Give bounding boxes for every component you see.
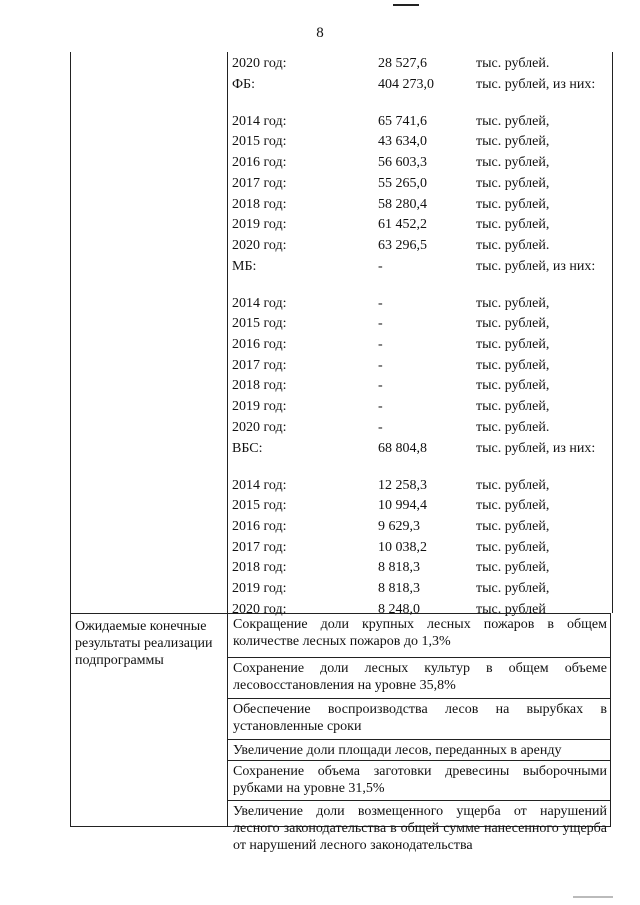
financing-row-value: - bbox=[378, 357, 383, 373]
financing-row-label: ВБС: bbox=[232, 440, 263, 456]
financing-row-unit: тыс. рублей, bbox=[476, 581, 550, 596]
financing-row-unit: тыс. рублей, bbox=[476, 539, 550, 555]
financing-row-unit: тыс. рублей. bbox=[476, 237, 550, 253]
financing-row-label: 2015 год: bbox=[232, 134, 287, 150]
financing-row-value: 55 265,0 bbox=[378, 175, 427, 191]
financing-row-unit: тыс. рублей, из них: bbox=[476, 440, 596, 456]
financing-row-label: МБ: bbox=[232, 258, 257, 274]
financing-row-label: 2016 год: bbox=[232, 155, 287, 171]
financing-row-unit: тыс. рублей, из них: bbox=[476, 258, 596, 274]
result-item: Сохранение доли лесных культур в общем объеме лесовосстановления на уровне 35,8% bbox=[228, 657, 611, 698]
financing-row-label: 2016 год: bbox=[232, 337, 287, 352]
financing-row-label: 2014 год: bbox=[232, 113, 287, 129]
financing-row-unit: тыс. рублей. bbox=[476, 419, 550, 435]
financing-row-label: 2020 год: bbox=[232, 237, 287, 253]
column-divider bbox=[227, 52, 228, 613]
financing-row-value: 56 603,3 bbox=[378, 155, 427, 171]
financing-row-label: 2019 год: bbox=[232, 217, 287, 233]
financing-row-label: 2014 год: bbox=[232, 295, 287, 311]
financing-row-value: 8 818,3 bbox=[378, 560, 420, 576]
financing-row-unit: тыс. рублей, bbox=[476, 155, 550, 171]
financing-row-unit: тыс. рублей, bbox=[476, 560, 550, 576]
financing-row-unit: тыс. рублей, bbox=[476, 316, 550, 332]
financing-row-value: 8 248,0 bbox=[378, 601, 420, 617]
financing-row-value: 9 629,3 bbox=[378, 518, 420, 534]
financing-row-label: 2019 год: bbox=[232, 581, 287, 596]
financing-row-value: - bbox=[378, 258, 383, 274]
financing-row-value: 63 296,5 bbox=[378, 237, 427, 253]
financing-row-unit: тыс. рублей, bbox=[476, 357, 550, 373]
result-item: Обеспечение воспроизводства лесов на вырубках в установленные сроки bbox=[228, 698, 611, 739]
financing-row-value: 58 280,4 bbox=[378, 196, 427, 212]
financing-row-label: 2018 год: bbox=[232, 196, 287, 212]
financing-row-unit: тыс. рублей, bbox=[476, 399, 550, 415]
financing-row-unit: тыс. рублей, bbox=[476, 175, 550, 191]
financing-row-label: 2017 год: bbox=[232, 357, 287, 373]
financing-row-value: 65 741,6 bbox=[378, 113, 427, 129]
page-number: 8 bbox=[316, 25, 324, 41]
financing-row-value: - bbox=[378, 399, 383, 415]
result-item: Увеличение доли площади лесов, переданных в аренду bbox=[228, 739, 611, 760]
financing-row-value: 404 273,0 bbox=[378, 76, 434, 92]
financing-row-label: 2017 год: bbox=[232, 539, 287, 555]
financing-row-label: 2020 год: bbox=[232, 56, 287, 71]
financing-row-value: 61 452,2 bbox=[378, 217, 427, 233]
financing-row-value: 12 258,3 bbox=[378, 477, 427, 493]
financing-row-label: 2015 год: bbox=[232, 316, 287, 332]
financing-row-label: 2020 год: bbox=[232, 601, 287, 617]
financing-row-unit: тыс. рублей, bbox=[476, 477, 550, 493]
results-table bbox=[70, 613, 611, 853]
financing-row-unit: тыс. рублей, bbox=[476, 378, 550, 394]
financing-row-label: 2016 год: bbox=[232, 518, 287, 534]
financing-row-label: 2018 год: bbox=[232, 560, 287, 576]
financing-row-label: 2015 год: bbox=[232, 498, 287, 514]
financing-row-unit: тыс. рублей, bbox=[476, 498, 550, 514]
result-item: Увеличение доли возмещенного ущерба от нарушений лесного законодательства в общей сумме нанесенного ущерба от нарушений лесного законодательства bbox=[228, 800, 611, 860]
financing-row-label: 2018 год: bbox=[232, 378, 287, 394]
financing-row-value: 68 804,8 bbox=[378, 440, 427, 456]
financing-row-value: 10 038,2 bbox=[378, 539, 427, 555]
results-label: Ожидаемые конечные результаты реализации подпрограммы bbox=[75, 619, 213, 668]
financing-row-value: 43 634,0 bbox=[378, 134, 427, 150]
bottom-scan-mark bbox=[573, 896, 613, 898]
financing-row-label: 2017 год: bbox=[232, 175, 287, 191]
result-item: Сокращение доли крупных лесных пожаров в общем количестве лесных пожаров до 1,3% bbox=[233, 617, 607, 649]
financing-row-value: - bbox=[378, 295, 383, 311]
financing-row-unit: тыс. рублей, bbox=[476, 196, 550, 212]
financing-row-value: - bbox=[378, 337, 383, 352]
result-item: Сохранение объема заготовки древесины выборочными рубками на уровне 31,5% bbox=[228, 760, 611, 800]
financing-row-unit: тыс. рублей, bbox=[476, 134, 550, 150]
top-scan-mark bbox=[393, 4, 419, 6]
financing-row-unit: тыс. рублей bbox=[476, 601, 546, 617]
financing-row-value: - bbox=[378, 316, 383, 332]
financing-row-value: - bbox=[378, 419, 383, 435]
financing-row-label: 2020 год: bbox=[232, 419, 287, 435]
financing-row-value: 10 994,4 bbox=[378, 498, 427, 514]
financing-row-unit: тыс. рублей, bbox=[476, 518, 550, 534]
financing-row-label: 2014 год: bbox=[232, 477, 287, 493]
financing-row-unit: тыс. рублей, bbox=[476, 295, 550, 311]
financing-row-unit: тыс. рублей, bbox=[476, 337, 550, 352]
financing-row-value: - bbox=[378, 378, 383, 394]
financing-row-label: ФБ: bbox=[232, 76, 255, 92]
financing-row-label: 2019 год: bbox=[232, 399, 287, 415]
financing-row-unit: тыс. рублей. bbox=[476, 56, 550, 71]
financing-row-unit: тыс. рублей, из них: bbox=[476, 76, 596, 92]
financing-row-value: 28 527,6 bbox=[378, 56, 427, 71]
financing-row-unit: тыс. рублей, bbox=[476, 217, 550, 233]
financing-row-unit: тыс. рублей, bbox=[476, 113, 550, 129]
financing-row-value: 8 818,3 bbox=[378, 581, 420, 596]
